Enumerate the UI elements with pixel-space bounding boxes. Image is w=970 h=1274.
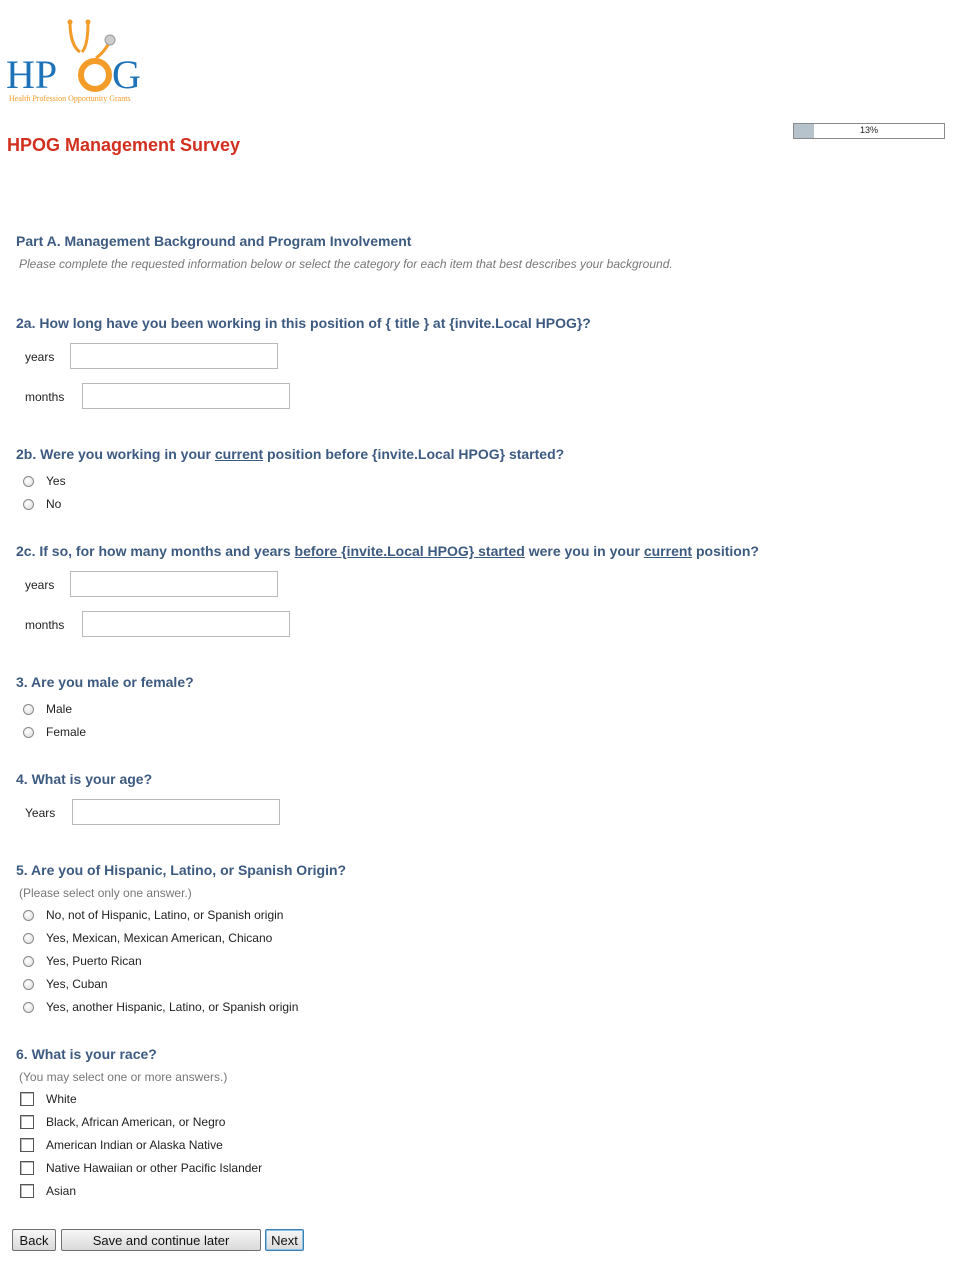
q2b-text-pre: 2b. Were you working in your xyxy=(16,446,215,462)
progress-bar xyxy=(793,123,945,139)
save-continue-later-button[interactable]: Save and continue later xyxy=(61,1229,261,1251)
q6-option[interactable] xyxy=(23,1160,263,1176)
q2b-option-yes[interactable] xyxy=(23,473,66,489)
hpog-logo xyxy=(6,18,156,108)
question-5: 5. Are you of Hispanic, Latino, or Spanish Origin? xyxy=(16,862,347,878)
q2b-option-no[interactable] xyxy=(23,496,62,512)
q2a-years-label: years xyxy=(25,350,55,364)
q5-option[interactable] xyxy=(23,907,284,923)
checkbox[interactable] xyxy=(20,1184,34,1198)
q2a-months-input[interactable] xyxy=(82,383,290,409)
question-6: 6. What is your race? xyxy=(16,1046,157,1062)
q6-option[interactable] xyxy=(23,1091,77,1107)
q2c-text-post: position? xyxy=(692,543,759,559)
svg-text:G: G xyxy=(112,52,141,97)
checkbox[interactable] xyxy=(20,1092,34,1106)
option-label: Asian xyxy=(46,1184,77,1198)
q2c-text-mid: were you in your xyxy=(524,543,644,559)
q2c-emphasis-before: before {invite.Local HPOG} started xyxy=(294,543,525,559)
q2c-months-label: months xyxy=(25,618,65,632)
part-description: Please complete the requested information below or select the category for each item that best describes your background. xyxy=(19,257,673,271)
survey-title: HPOG Management Survey xyxy=(7,135,241,155)
radio-button[interactable] xyxy=(23,499,34,510)
radio-button[interactable] xyxy=(23,979,34,990)
question-2b xyxy=(16,446,564,462)
checkbox[interactable] xyxy=(20,1161,34,1175)
q2c-years-input[interactable] xyxy=(70,571,278,597)
q5-option[interactable] xyxy=(23,976,108,992)
q6-option[interactable] xyxy=(23,1137,223,1153)
radio-button[interactable] xyxy=(23,476,34,487)
q6-hint: (You may select one or more answers.) xyxy=(19,1070,228,1084)
radio-button[interactable] xyxy=(23,933,34,944)
q2b-emphasis-current: current xyxy=(214,446,264,462)
q3-option-female[interactable] xyxy=(23,724,87,740)
q5-option[interactable] xyxy=(23,953,142,969)
checkbox[interactable] xyxy=(20,1138,34,1152)
q2c-emphasis-current: current xyxy=(643,543,693,559)
q4-age-input[interactable] xyxy=(72,799,280,825)
q2c-months-input[interactable] xyxy=(82,611,290,637)
option-label: White xyxy=(46,1092,77,1106)
q6-option[interactable] xyxy=(23,1183,77,1199)
option-label: Native Hawaiian or other Pacific Islander xyxy=(46,1161,263,1175)
question-4: 4. What is your age? xyxy=(16,771,153,787)
radio-button[interactable] xyxy=(23,910,34,921)
option-label: Male xyxy=(46,702,73,716)
radio-button[interactable] xyxy=(23,704,34,715)
option-label: Yes, Cuban xyxy=(46,977,108,991)
q5-option[interactable] xyxy=(23,930,273,946)
radio-button[interactable] xyxy=(23,727,34,738)
q6-option[interactable] xyxy=(23,1114,226,1130)
q2a-years-input[interactable] xyxy=(70,343,278,369)
radio-button[interactable] xyxy=(23,956,34,967)
q5-option[interactable] xyxy=(23,999,299,1015)
logo-tagline: Health Profession Opportunity Grants xyxy=(9,94,131,103)
q2a-months-label: months xyxy=(25,390,65,404)
svg-text:HP: HP xyxy=(6,52,58,97)
option-label: Yes, Mexican, Mexican American, Chicano xyxy=(46,931,273,945)
next-button[interactable]: Next xyxy=(265,1229,304,1251)
option-label: Yes xyxy=(46,474,66,488)
radio-button[interactable] xyxy=(23,1002,34,1013)
question-3: 3. Are you male or female? xyxy=(16,674,194,690)
q2b-text-post: position before {invite.Local HPOG} started? xyxy=(263,446,565,462)
part-title: Part A. Management Background and Program Involvement xyxy=(16,233,412,249)
q5-hint: (Please select only one answer.) xyxy=(19,886,192,900)
option-label: No xyxy=(46,497,62,511)
option-label: Yes, Puerto Rican xyxy=(46,954,142,968)
question-2a: 2a. How long have you been working in this position of { title } at {invite.Local HPOG}? xyxy=(16,315,591,331)
option-label: No, not of Hispanic, Latino, or Spanish origin xyxy=(46,908,284,922)
q4-years-label: Years xyxy=(25,806,56,820)
question-2c xyxy=(16,543,759,559)
q2c-text-pre: 2c. If so, for how many months and years xyxy=(16,543,295,559)
back-button[interactable]: Back xyxy=(12,1229,56,1251)
q2c-years-label: years xyxy=(25,578,55,592)
option-label: Female xyxy=(46,725,87,739)
option-label: Black, African American, or Negro xyxy=(46,1115,226,1129)
checkbox[interactable] xyxy=(20,1115,34,1129)
progress-label: 13% xyxy=(859,125,878,135)
option-label: Yes, another Hispanic, Latino, or Spanish origin xyxy=(46,1000,299,1014)
q3-option-male[interactable] xyxy=(23,701,73,717)
option-label: American Indian or Alaska Native xyxy=(46,1138,223,1152)
